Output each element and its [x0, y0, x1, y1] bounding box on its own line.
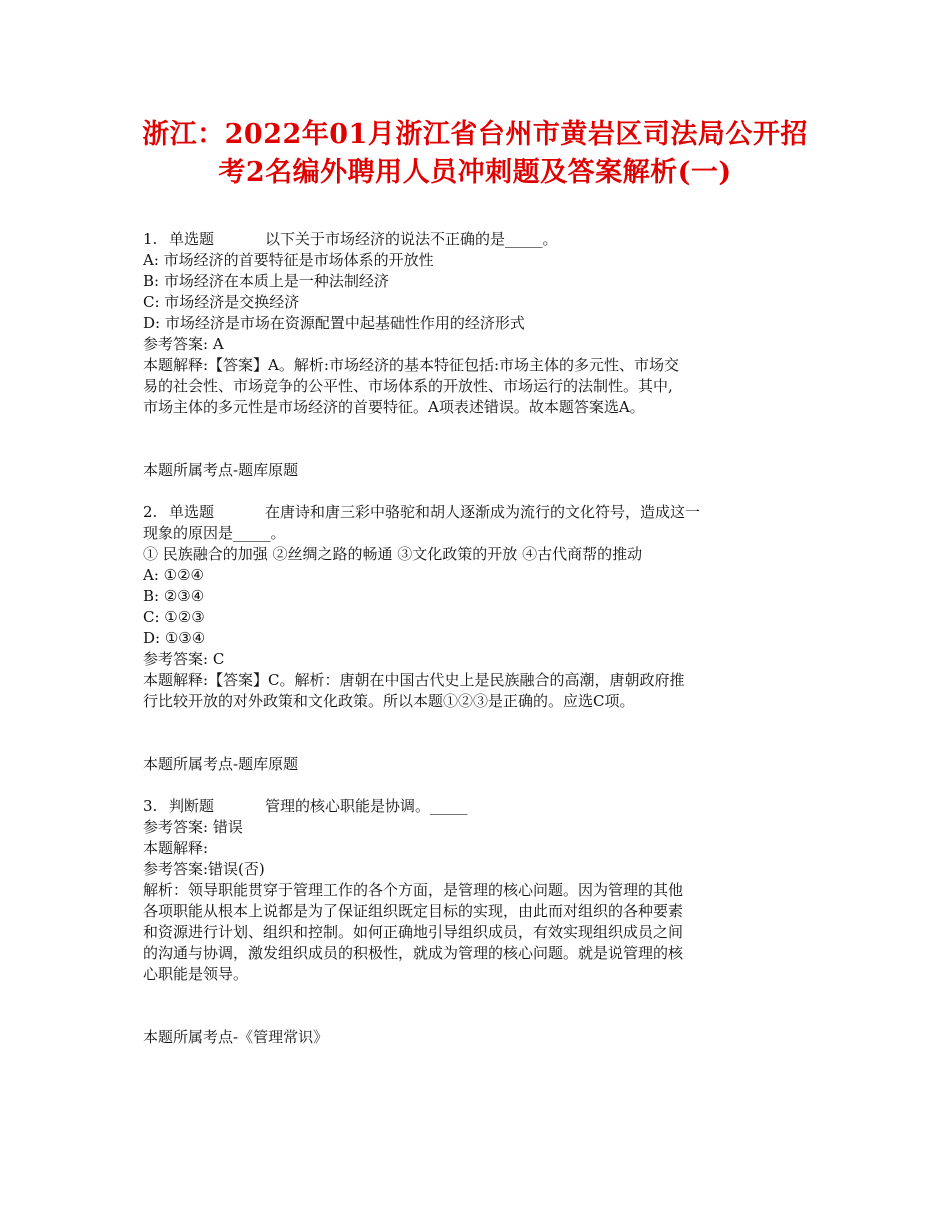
explanation-line: 各项职能从根本上说都是为了保证组织既定目标的实现，由此而对组织的各种要素: [143, 902, 684, 920]
title-line-1: 浙江：2022年01月浙江省台州市黄岩区司法局公开招: [142, 119, 808, 150]
question-stem: 在唐诗和唐三彩中骆驼和胡人逐渐成为流行的文化符号，造成这一: [265, 503, 701, 521]
reference-answer: 参考答案: C: [143, 650, 225, 668]
explanation-line: 的沟通与协调，激发组织成员的积极性，就成为管理的核心问题。就是说管理的核: [143, 944, 684, 962]
option-a: A: 市场经济的首要特征是市场体系的开放性: [143, 251, 434, 269]
question-list: [143, 229, 811, 1048]
option-b: B: ②③④: [143, 587, 205, 605]
question-2: [143, 502, 811, 796]
question-type: 判断题: [169, 797, 215, 815]
explanation-line: 行比较开放的对外政策和文化政策。所以本题①②③是正确的。应选C项。: [143, 692, 635, 710]
question-stem: 管理的核心职能是协调。_____: [265, 797, 468, 815]
option-d: D: ①③④: [143, 629, 206, 647]
topic-label: 本题所属考点-《管理常识》: [143, 1028, 329, 1046]
option-c: C: 市场经济是交换经济: [143, 293, 300, 311]
answer-detail: 参考答案:错误(否): [143, 860, 265, 878]
explanation-line: 市场主体的多元性是市场经济的首要特征。A项表述错误。故本题答案选A。: [143, 398, 645, 416]
explanation-label: 本题解释:: [143, 839, 209, 857]
explanation-line: 心职能是领导。: [143, 965, 249, 983]
question-3: [143, 796, 811, 1048]
reference-answer: 参考答案: A: [143, 335, 224, 353]
question-type: 单选题: [169, 503, 215, 521]
question-1: [143, 229, 811, 502]
explanation-line: 和资源进行计划、组织和控制。如何正确地引导组织成员，有效实现组织成员之间: [143, 923, 684, 941]
option-b: B: 市场经济在本质上是一种法制经济: [143, 272, 389, 290]
title-line-2: 考2名编外聘用人员冲刺题及答案解析(一): [218, 157, 732, 188]
option-d: D: 市场经济是市场在资源配置中起基础性作用的经济形式: [143, 314, 525, 332]
explanation-line: 本题解释:【答案】A。解析:市场经济的基本特征包括:市场主体的多元性、市场交: [143, 356, 679, 374]
topic-label: 本题所属考点-题库原题: [143, 461, 299, 479]
question-stem-continued: 现象的原因是_____。: [143, 524, 286, 542]
spacer: [143, 985, 811, 1027]
question-stem: 以下关于市场经济的说法不正确的是_____。: [265, 230, 558, 248]
option-a: A: ①②④: [143, 566, 204, 584]
reference-answer: 参考答案: 错误: [143, 818, 243, 836]
question-statements: ① 民族融合的加强 ②丝绸之路的畅通 ③文化政策的开放 ④古代商帮的推动: [143, 545, 643, 563]
spacer: [143, 418, 811, 460]
document-title: [0, 116, 950, 192]
spacer: [143, 481, 811, 502]
question-number: 2.: [143, 503, 158, 521]
explanation-line: 解析：领导职能贯穿于管理工作的各个方面，是管理的核心问题。因为管理的其他: [143, 881, 684, 899]
question-number: 1.: [143, 230, 158, 248]
spacer: [143, 712, 811, 754]
spacer: [143, 775, 811, 796]
explanation-line: 本题解释:【答案】C。解析：唐朝在中国古代史上是民族融合的高潮，唐朝政府推: [143, 671, 685, 689]
explanation-line: 易的社会性、市场竞争的公平性、市场体系的开放性、市场运行的法制性。其中,: [143, 377, 673, 395]
topic-label: 本题所属考点-题库原题: [143, 755, 299, 773]
question-number: 3.: [143, 797, 158, 815]
question-type: 单选题: [169, 230, 215, 248]
option-c: C: ①②③: [143, 608, 205, 626]
